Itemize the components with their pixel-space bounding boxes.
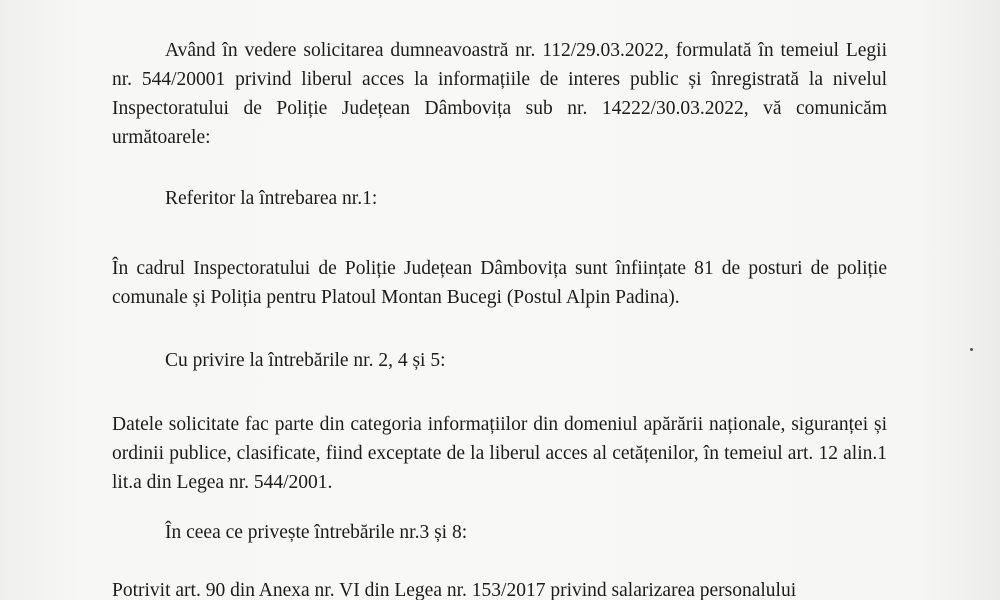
answer-2-4-5-paragraph: Datele solicitate fac parte din categoria informațiilor din domeniul apărării naționale, siguranței și ordinii publice, clasificate, fiind exceptate de la liberul acces al cetățenilor, în temeiul art. 12 alin.1 lit.a din Legea nr. 544/2001. — [112, 414, 887, 493]
question-1-heading: Referitor la întrebarea nr.1: — [165, 188, 378, 209]
answer-1-paragraph: În cadrul Inspectoratului de Poliție Județean Dâmbovița sunt înființate 81 de posturi de poliție comunale și Poliția pentru Platoul Montan Bucegi (Postul Alpin Padina). — [112, 258, 887, 308]
answer-3-8-paragraph: Potrivit art. 90 din Anexa nr. VI din Legea nr. 153/2017 privind salarizarea personalului — [112, 580, 797, 600]
questions-3-8-heading: În ceea ce privește întrebările nr.3 și 8: — [165, 522, 468, 543]
scan-speck — [970, 348, 973, 351]
questions-2-4-5-heading: Cu privire la întrebările nr. 2, 4 și 5: — [165, 350, 446, 371]
intro-paragraph: Având în vedere solicitarea dumneavoastră nr. 112/29.03.2022, formulată în temeiul Legii nr. 544/20001 privind liberul acces la informațiile de interes public și înregistrată la nivelul Inspectoratului de Poliție Județean Dâmbovița sub nr. 14222/30.03.2022, vă comunicăm următoarele: — [112, 40, 887, 148]
